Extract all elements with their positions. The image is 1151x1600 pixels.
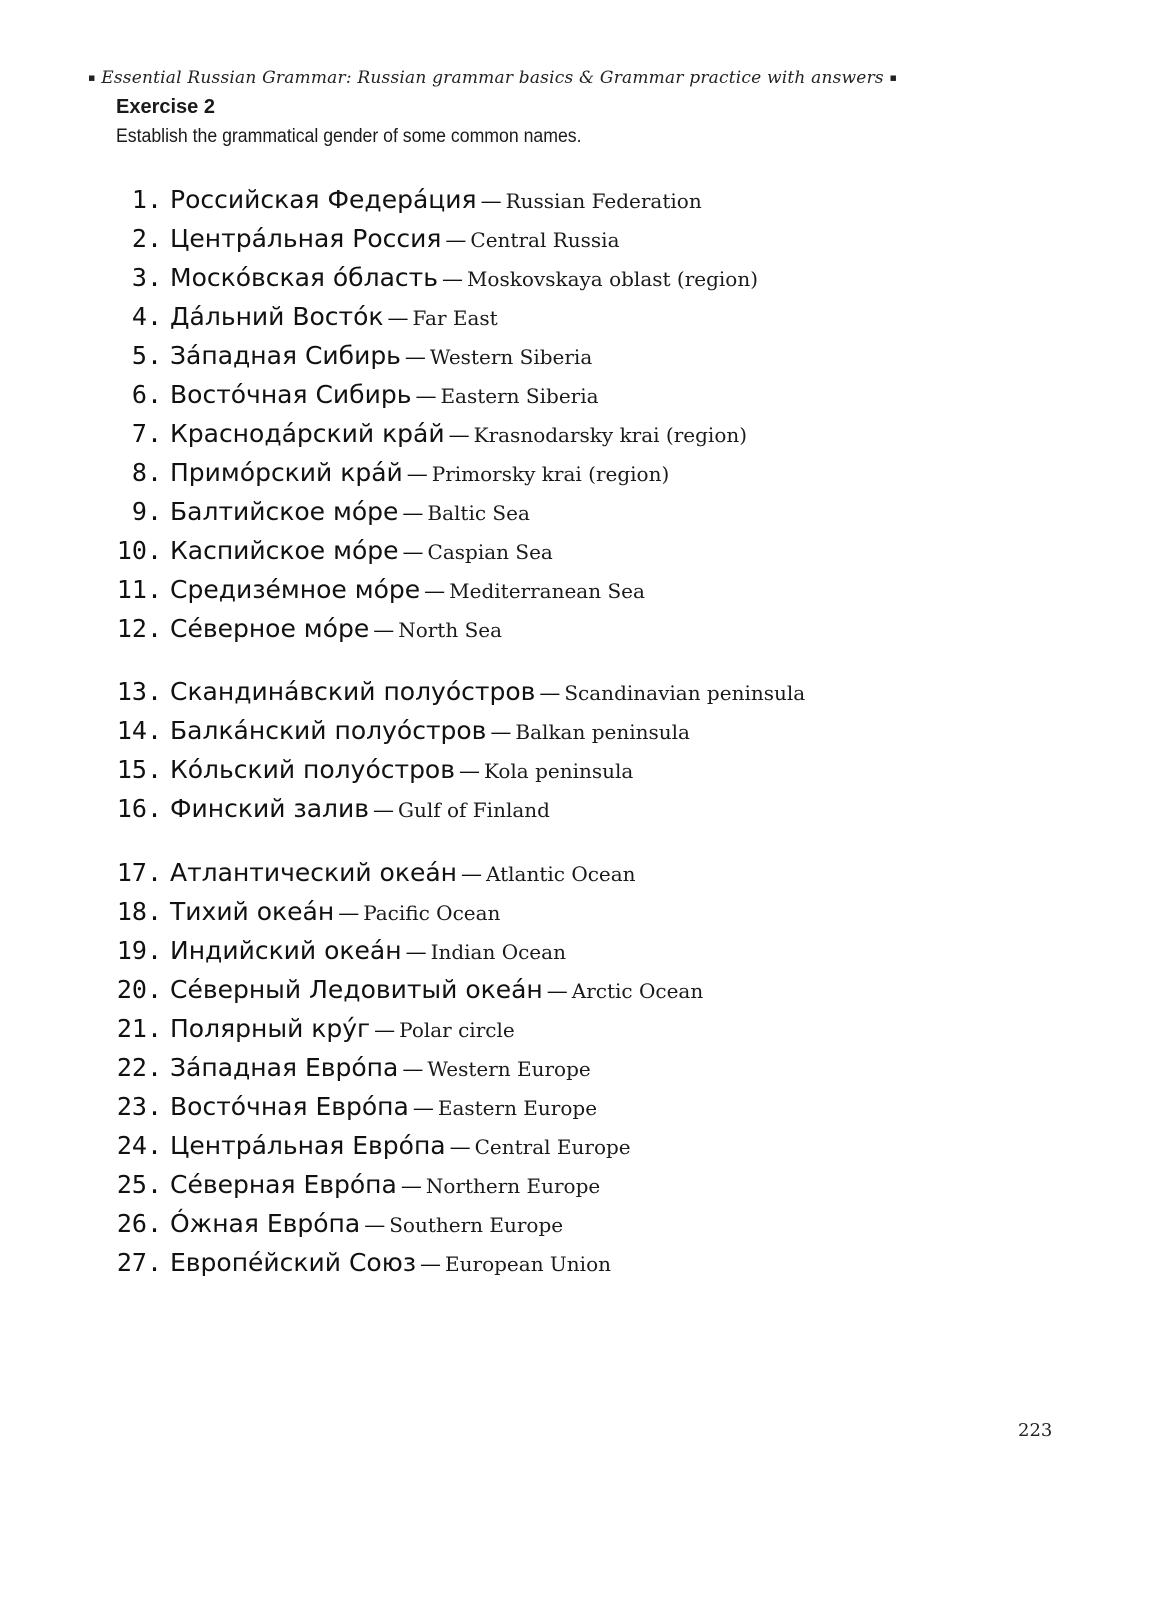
list-item [100,338,592,374]
exercise-title: Exercise 2 [116,96,215,118]
list-item [100,1167,600,1203]
list-item [100,752,633,788]
running-header-text: Essential Russian Grammar: Russian grammar basics & Grammar practice with answers [101,68,884,88]
item-russian: Центрáльная Еврóпа [170,1131,446,1160]
item-english: Scandinavian peninsula [564,681,806,705]
item-russian: Примóрский крáй [170,458,403,487]
item-number: 13. [116,677,162,706]
item-english: Kola peninsula [483,759,634,783]
item-english: Eastern Siberia [440,384,599,408]
item-english: Polar circle [399,1018,515,1042]
item-dash: — [404,345,426,369]
item-number: 19. [116,936,162,965]
item-russian: Кóльский полуóстров [170,755,455,784]
item-russian: Европéйский Союз [170,1248,417,1277]
item-russian: Центрáльная Россия [170,224,442,253]
item-dash: — [415,384,437,408]
item-russian: Сéверное мóре [170,614,370,643]
item-number: 27. [116,1248,162,1277]
header-bullet-right: ▪ [889,71,898,84]
item-english: European Union [445,1252,611,1276]
list-item [100,182,702,218]
item-russian: Óжная Еврóпа [170,1209,361,1238]
item-english: Southern Europe [389,1213,564,1237]
item-dash: — [372,798,394,822]
item-number: 6. [131,380,162,409]
item-russian: Сéверный Ледовитый океáн [170,975,543,1004]
item-english: Balkan peninsula [515,720,690,744]
list-item [100,494,530,530]
item-dash: — [441,267,463,291]
item-dash: — [364,1213,386,1237]
item-english: Eastern Europe [437,1096,598,1120]
list-item [100,933,566,969]
item-english: Central Russia [470,228,620,252]
item-english: Moskovskaya oblast (region) [466,267,759,291]
item-number: 9. [131,497,162,526]
item-russian: Дáльний Востóк [170,302,384,331]
list-item [100,533,553,569]
item-dash: — [546,979,568,1003]
list-item [100,1128,631,1164]
page-number: 223 [1018,1420,1053,1441]
item-number: 20. [116,975,162,1004]
item-number: 11. [116,575,162,604]
item-russian: Зáпадная Еврóпа [170,1053,399,1082]
item-english: Russian Federation [505,189,702,213]
item-english: Central Europe [474,1135,631,1159]
list-item [100,855,636,891]
item-english: Atlantic Ocean [486,862,636,886]
list-item [100,1206,563,1242]
item-number: 7. [131,419,162,448]
list-item [100,972,703,1008]
list-item [100,1089,597,1125]
item-russian: Средизéмное мóре [170,575,421,604]
item-dash: — [402,1057,424,1081]
item-number: 26. [116,1209,162,1238]
item-number: 22. [116,1053,162,1082]
list-item [100,791,550,827]
item-number: 10. [116,536,162,565]
item-dash: — [405,940,427,964]
item-russian: Москóвская óбласть [170,263,438,292]
list-item [100,1050,591,1086]
list-item [100,1245,611,1281]
item-number: 18. [116,897,162,926]
item-russian: Атлантический океáн [170,858,457,887]
item-english: Mediterranean Sea [449,579,645,603]
item-english: Gulf of Finland [397,798,550,822]
item-dash: — [402,540,424,564]
item-dash: — [461,862,482,886]
item-dash: — [424,579,446,603]
item-number: 1. [131,185,162,214]
item-russian: Краснодáрский крáй [170,419,445,448]
item-dash: — [445,228,467,252]
item-english: Northern Europe [425,1174,601,1198]
item-dash: — [448,423,470,447]
item-russian: Востóчная Сибирь [170,380,412,409]
item-dash: — [338,901,360,925]
item-russian: Зáпадная Сибирь [170,341,401,370]
item-dash: — [412,1096,434,1120]
item-number: 5. [131,341,162,370]
item-dash: — [400,1174,422,1198]
item-dash: — [402,501,424,525]
item-russian: Балкáнский полуóстров [170,716,487,745]
item-dash: — [374,1018,396,1042]
item-number: 17. [116,858,162,887]
item-russian: Российская Федерáция [170,185,477,214]
list-item [100,377,599,413]
item-dash: — [480,189,502,213]
item-english: Far East [412,306,498,330]
item-english: Arctic Ocean [571,979,704,1003]
item-russian: Полярный крýг [170,1014,371,1043]
list-item [100,611,502,647]
item-number: 12. [116,614,162,643]
item-number: 21. [116,1014,162,1043]
item-dash: — [420,1252,442,1276]
item-dash: — [490,720,512,744]
list-item [100,674,805,710]
item-english: North Sea [398,618,503,642]
item-russian: Каспийское мóре [170,536,399,565]
item-number: 15. [116,755,162,784]
list-item [100,299,498,335]
item-dash: — [373,618,395,642]
item-number: 25. [116,1170,162,1199]
item-dash: — [539,681,561,705]
item-english: Western Europe [427,1057,591,1081]
item-russian: Финский залив [170,794,369,823]
item-english: Primorsky krai (region) [431,462,670,486]
item-russian: Тихий океáн [170,897,335,926]
list-item [100,416,747,452]
item-number: 23. [116,1092,162,1121]
item-number: 24. [116,1131,162,1160]
item-english: Caspian Sea [427,540,553,564]
item-english: Krasnodarsky krai (region) [473,423,748,447]
list-item [100,572,645,608]
item-dash: — [406,462,428,486]
item-dash: — [458,759,480,783]
item-number: 14. [116,716,162,745]
item-russian: Индийский океáн [170,936,402,965]
running-header [88,68,897,88]
list-item [100,221,620,257]
item-english: Western Siberia [429,345,593,369]
item-russian: Востóчная Еврóпа [170,1092,409,1121]
item-english: Baltic Sea [427,501,530,525]
exercise-instruction: Establish the grammatical gender of some common names. [116,126,582,147]
item-english: Pacific Ocean [363,901,501,925]
list-item [100,894,500,930]
item-number: 4. [131,302,162,331]
item-russian: Сéверная Еврóпа [170,1170,397,1199]
item-number: 2. [131,224,162,253]
list-item [100,1011,515,1047]
item-number: 8. [131,458,162,487]
item-russian: Скандинáвский полуóстров [170,677,536,706]
list-item [100,455,669,491]
item-dash: — [387,306,409,330]
list-item [100,713,690,749]
item-dash: — [449,1135,471,1159]
list-item [100,260,758,296]
header-bullet-left: ▪ [88,71,96,84]
item-russian: Балтийское мóре [170,497,399,526]
item-number: 16. [116,794,162,823]
item-number: 3. [131,263,162,292]
item-english: Indian Ocean [430,940,566,964]
